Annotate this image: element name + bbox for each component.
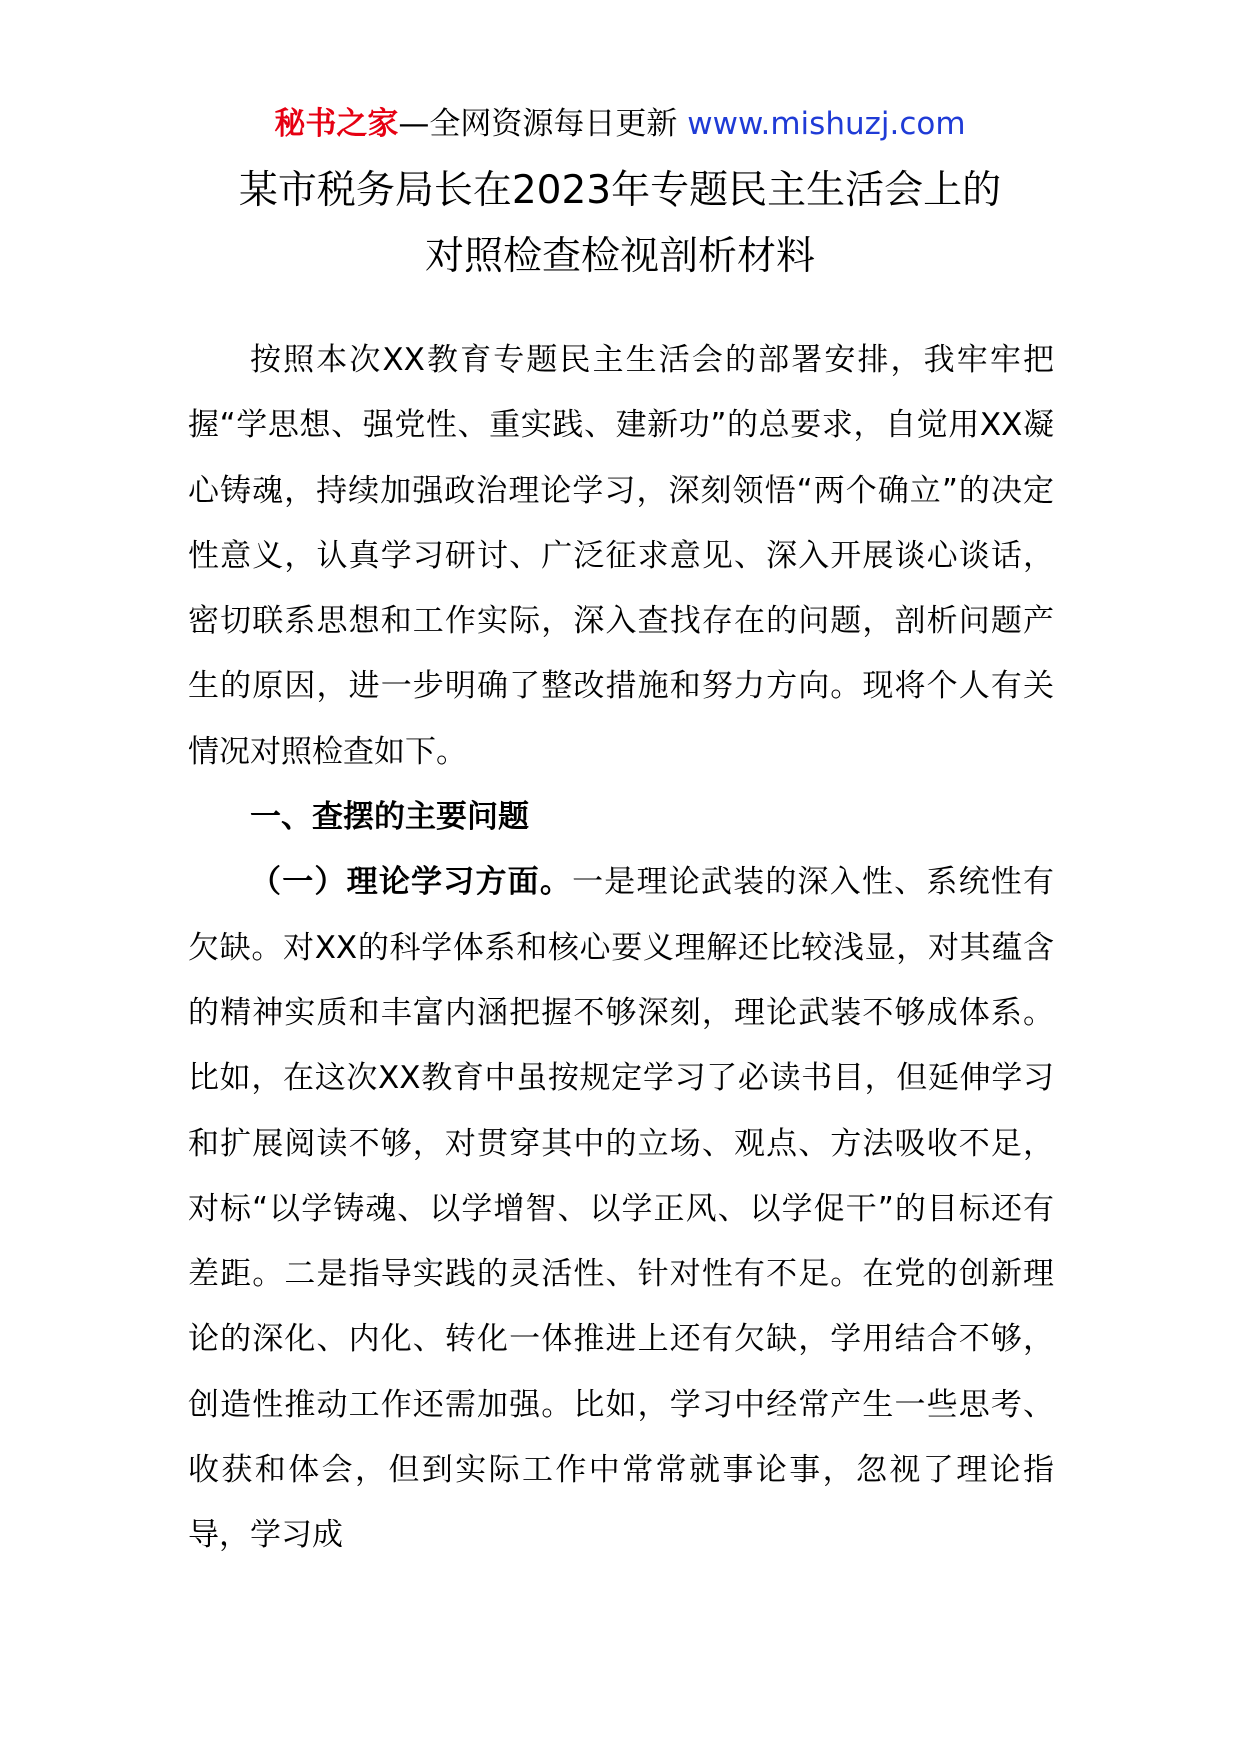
subsection-heading: （一）理论学习方面。 — [250, 864, 573, 901]
intro-paragraph: 按照本次XX教育专题民主生活会的部署安排，我牢牢把握“学思想、强党性、重实践、建新功”的总要求，自觉用XX凝心铸魂，持续加强政治理论学习，深刻领悟“两个确立”的决定性意义，认真学习研讨、广泛征求意见、深入开展谈心谈话，密切联系思想和工作实际，深入查找存在的问题，剖析问题产生的原因，进一步明确了整改措施和努力方向。现将个人有关情况对照检查如下。 — [188, 342, 1054, 770]
document-title-line-2: 对照检查检视剖析材料 — [424, 234, 815, 279]
site-tagline: —全网资源每日更新 — [398, 106, 678, 142]
document-title-line-1: 某市税务局长在2023年专题民主生活会上的 — [238, 168, 1002, 213]
document-body — [188, 328, 1054, 1569]
section-heading: 一、查摆的主要问题 — [250, 799, 529, 836]
site-url[interactable]: www.mishuzj.com — [687, 106, 966, 142]
subsection-text: 一是理论武装的深入性、系统性有欠缺。对XX的科学体系和核心要义理解还比较浅显，对其蕴含的精神实质和丰富内涵把握不够深刻，理论武装不够成体系。比如，在这次XX教育中虽按规定学习了必读书目，但延伸学习和扩展阅读不够，对贯穿其中的立场、观点、方法吸收不足，对标“以学铸魂、以学增智、以学正风、以学促干”的目标还有差距。二是指导实践的灵活性、针对性有不足。在党的创新理论的深化、内化、转化一体推进上还有欠缺，学用结合不够，创造性推动工作还需加强。比如，学习中经常产生一些思考、收获和体会，但到实际工作中常常就事论事，忽视了理论指导，学习成 — [188, 864, 1055, 1554]
site-header — [0, 102, 1240, 146]
subsection-paragraph — [188, 850, 1054, 1568]
brand-name: 秘书之家 — [274, 106, 399, 142]
